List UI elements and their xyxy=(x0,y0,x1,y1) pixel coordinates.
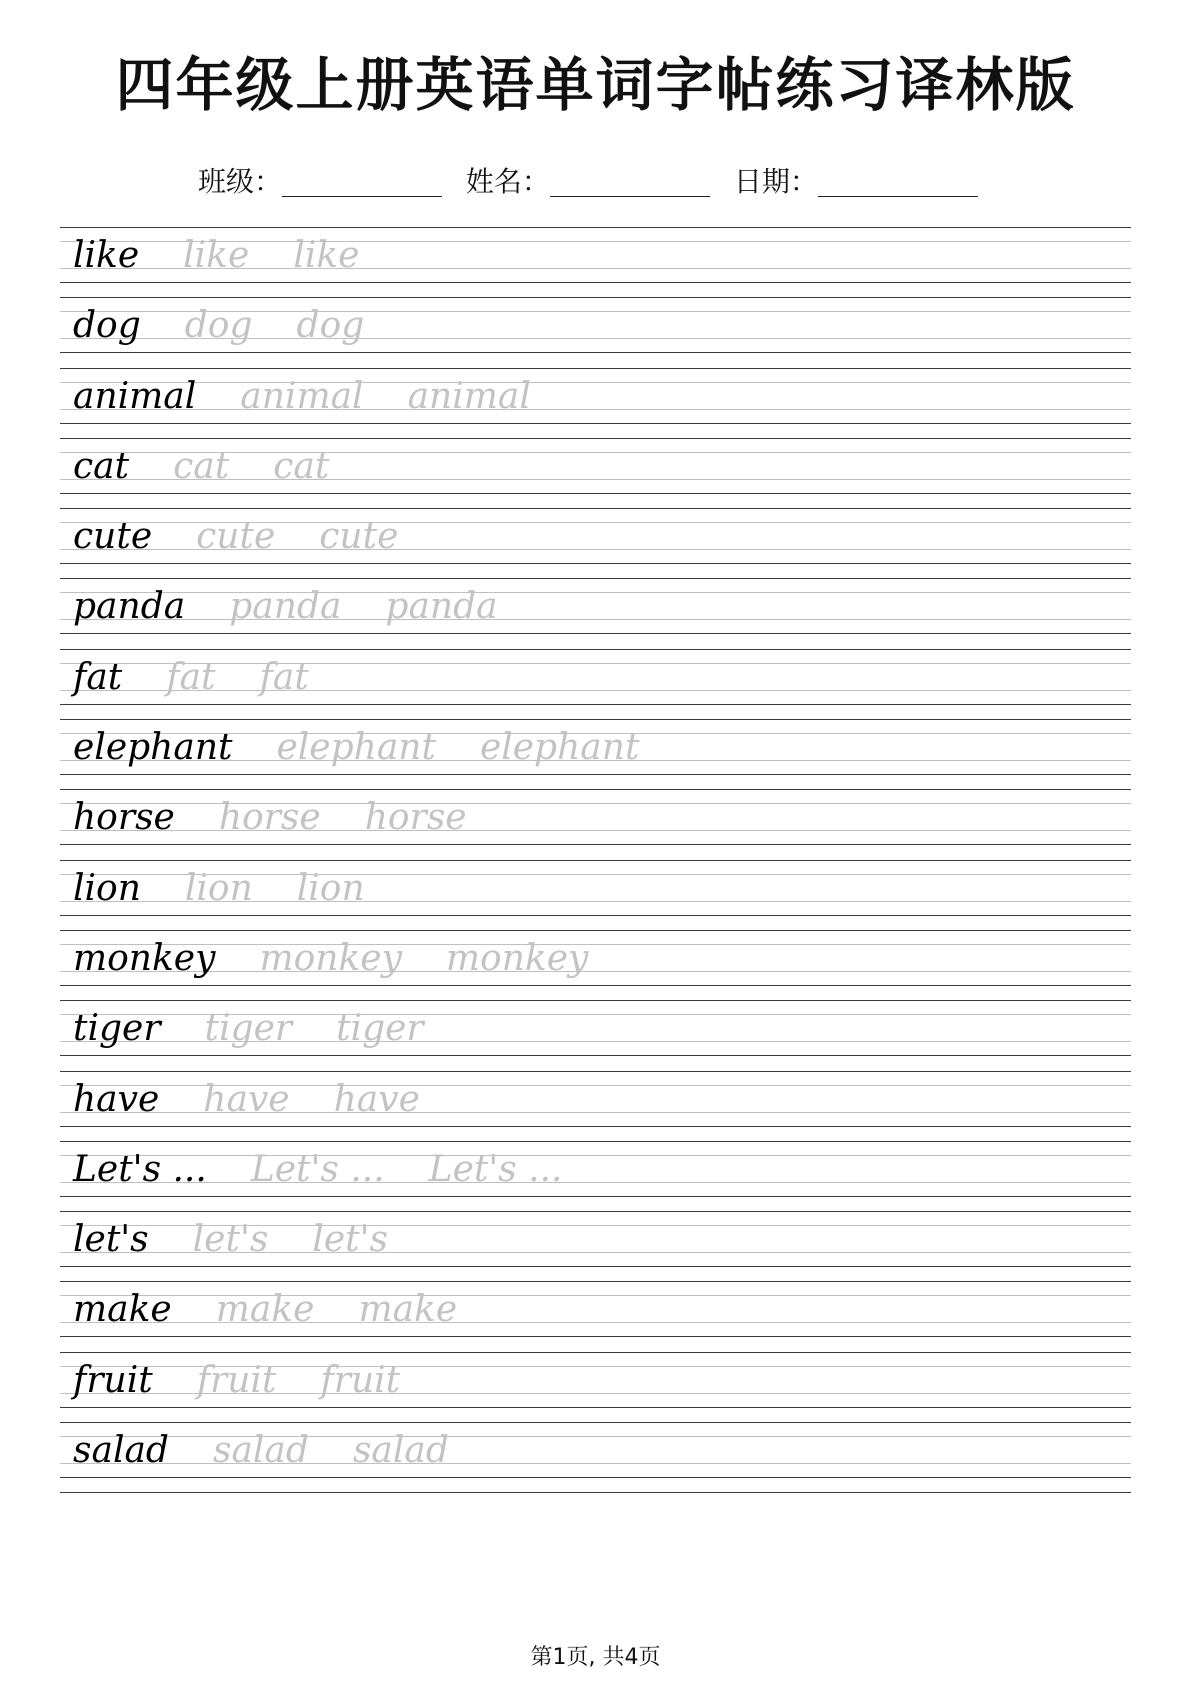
trace-word: lion xyxy=(296,867,365,909)
page-title: 四年级上册英语单词字帖练习译林版 xyxy=(115,51,1076,119)
trace-word: tiger xyxy=(336,1008,424,1050)
practice-row xyxy=(60,930,1131,1000)
guide-line xyxy=(60,1196,1131,1197)
trace-word: dog xyxy=(184,305,253,347)
model-word: horse xyxy=(73,797,175,839)
guide-line xyxy=(60,915,1131,916)
word-group xyxy=(73,297,364,352)
trace-word: horse xyxy=(364,797,467,839)
date-blank xyxy=(818,168,978,197)
guide-line xyxy=(60,1126,1131,1127)
trace-word: lion xyxy=(184,867,253,909)
trace-word: fruit xyxy=(320,1359,401,1401)
trace-word: elephant xyxy=(276,727,436,769)
model-word: make xyxy=(73,1289,172,1331)
trace-word: let's xyxy=(192,1219,269,1261)
trace-word: tiger xyxy=(204,1008,293,1050)
word-group xyxy=(73,1422,449,1477)
name-field xyxy=(466,160,710,200)
guide-line xyxy=(60,774,1131,775)
trace-word: fat xyxy=(166,656,216,698)
practice-row xyxy=(60,719,1131,789)
model-word: cat xyxy=(73,445,130,487)
model-word: like xyxy=(73,235,140,276)
trace-word: have xyxy=(333,1078,420,1120)
model-word: fat xyxy=(73,656,123,698)
practice-row xyxy=(60,297,1131,367)
practice-row xyxy=(60,1281,1131,1351)
word-group xyxy=(73,719,639,774)
practice-rows xyxy=(60,227,1131,1492)
trace-word: have xyxy=(203,1078,290,1120)
model-word: let's xyxy=(73,1219,149,1261)
trace-word: horse xyxy=(218,797,321,839)
trace-word: monkey xyxy=(445,937,589,979)
practice-row xyxy=(60,508,1131,578)
word-group xyxy=(73,1211,388,1266)
guide-line xyxy=(60,985,1131,986)
trace-word: salad xyxy=(352,1430,449,1472)
guide-line xyxy=(60,352,1131,353)
trace-word: make xyxy=(215,1289,315,1331)
model-word: Let's ... xyxy=(73,1148,207,1190)
trace-word: cute xyxy=(319,516,399,558)
practice-row xyxy=(60,1211,1131,1281)
name-label: 姓名： xyxy=(465,165,550,198)
guide-line xyxy=(60,1336,1131,1337)
trace-word: fat xyxy=(259,656,309,698)
name-blank xyxy=(550,168,710,197)
word-group xyxy=(73,649,309,704)
trace-word: animal xyxy=(407,375,531,417)
model-word: cute xyxy=(73,516,153,558)
model-word: dog xyxy=(73,305,141,347)
practice-row xyxy=(60,1422,1131,1492)
guide-line xyxy=(60,1407,1131,1408)
guide-line xyxy=(60,704,1131,705)
word-group xyxy=(73,1000,424,1055)
trace-word: cat xyxy=(273,445,330,487)
trace-word: like xyxy=(183,235,250,276)
model-word: lion xyxy=(73,867,141,909)
trace-word: dog xyxy=(296,305,365,347)
trace-word: Let's ... xyxy=(428,1148,563,1190)
guide-line xyxy=(60,633,1131,634)
class-blank xyxy=(282,168,442,197)
practice-row xyxy=(60,789,1131,859)
word-group xyxy=(73,508,398,563)
practice-row xyxy=(60,860,1131,930)
word-group xyxy=(73,1281,457,1336)
trace-word: Let's ... xyxy=(250,1148,385,1190)
student-info-line xyxy=(198,160,978,200)
date-field xyxy=(734,160,978,200)
practice-row xyxy=(60,1141,1131,1211)
trace-word: panda xyxy=(385,586,498,628)
word-group xyxy=(73,578,498,633)
practice-row xyxy=(60,227,1131,297)
word-group xyxy=(73,1071,420,1126)
model-word: panda xyxy=(73,586,186,628)
trace-word: salad xyxy=(212,1430,309,1472)
guide-line xyxy=(60,1477,1131,1478)
word-group xyxy=(73,930,588,985)
practice-row xyxy=(60,368,1131,438)
model-word: have xyxy=(73,1078,160,1120)
trace-word: cute xyxy=(196,516,276,558)
word-group xyxy=(73,1352,400,1407)
trace-word: fruit xyxy=(196,1359,277,1401)
word-group xyxy=(73,1141,562,1196)
trace-word: panda xyxy=(229,586,342,628)
trace-word: cat xyxy=(173,445,230,487)
practice-row xyxy=(60,1352,1131,1422)
page-number: 第1页, 共4页 xyxy=(530,1645,661,1670)
word-group xyxy=(73,860,365,915)
practice-row xyxy=(60,578,1131,648)
word-group xyxy=(73,789,467,844)
guide-line xyxy=(60,493,1131,494)
model-word: tiger xyxy=(73,1008,161,1050)
model-word: fruit xyxy=(73,1359,153,1401)
bottom-rule-line xyxy=(60,1492,1131,1493)
date-label: 日期： xyxy=(733,165,818,198)
trace-word: animal xyxy=(240,375,364,417)
trace-word: monkey xyxy=(259,937,402,979)
guide-line xyxy=(60,1055,1131,1056)
practice-row xyxy=(60,1071,1131,1141)
class-field xyxy=(198,160,442,200)
guide-line xyxy=(60,563,1131,564)
trace-word: elephant xyxy=(479,727,640,769)
trace-word: make xyxy=(358,1289,458,1331)
word-group xyxy=(73,227,359,282)
word-group xyxy=(73,438,329,493)
practice-row xyxy=(60,649,1131,719)
guide-line xyxy=(60,1266,1131,1267)
guide-line xyxy=(60,844,1131,845)
guide-line xyxy=(60,423,1131,424)
guide-line xyxy=(60,282,1131,283)
trace-word: let's xyxy=(312,1219,388,1261)
model-word: elephant xyxy=(73,727,233,769)
practice-row xyxy=(60,1000,1131,1070)
model-word: animal xyxy=(73,375,197,417)
class-label: 班级： xyxy=(198,165,283,198)
model-word: monkey xyxy=(73,937,216,979)
trace-word: like xyxy=(293,235,360,276)
model-word: salad xyxy=(73,1430,169,1472)
practice-row xyxy=(60,438,1131,508)
word-group xyxy=(73,368,531,423)
